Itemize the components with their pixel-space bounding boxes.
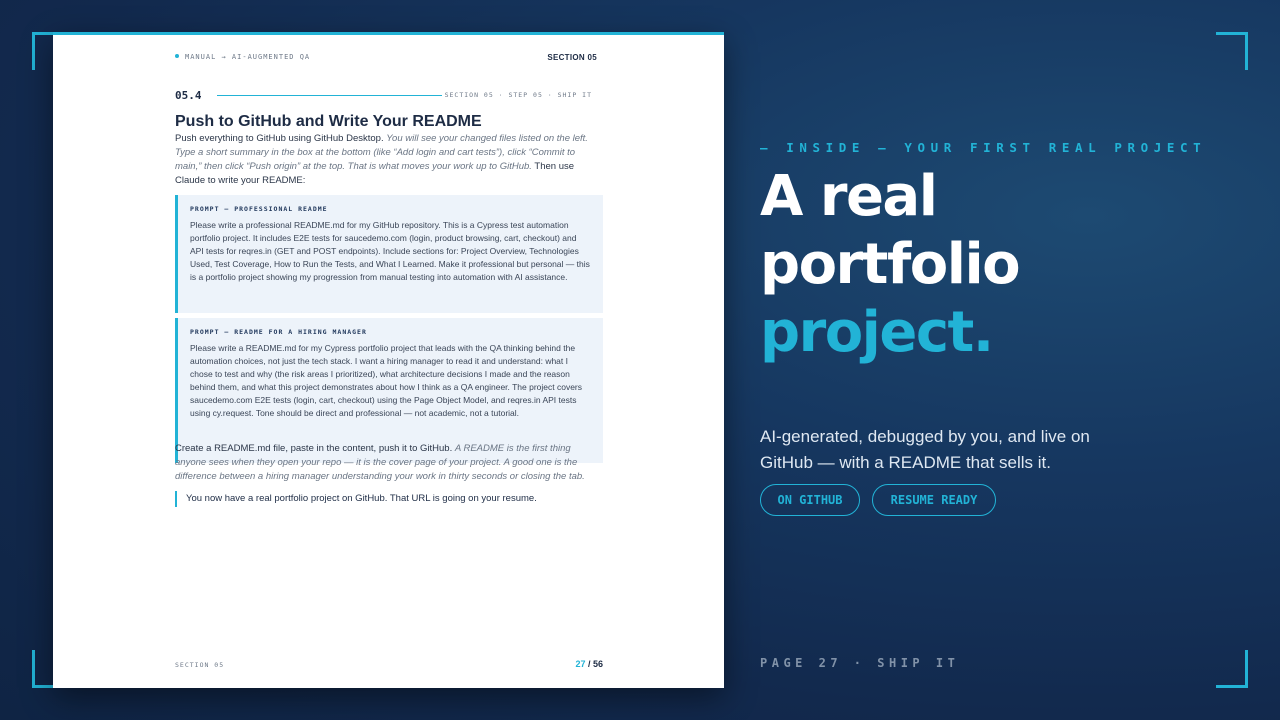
step-divider <box>217 95 442 96</box>
pill-on-github: ON GITHUB <box>760 484 860 516</box>
callout-text[interactable]: Please write a professional README.md for my GitHub repository. This is a Cypress test automation portfolio project. It includes E2E tests for saucedemo.com (login, product browsing, cart, checkout) and API tests for reqres.in (GET and POST endpoints). Include sections for: Project Overview, Technologies Used, Test Coverage, How to Run the Tests, and What I Learned. Make it professional but personal — this is a portfolio project showing my progression from manual testing into automation with AI assistance. <box>190 220 590 282</box>
total-pages: 56 <box>592 659 603 669</box>
running-header-right: SECTION 05 <box>547 53 597 62</box>
promo-kicker: — INSIDE — YOUR FIRST REAL PROJECT <box>760 140 1207 155</box>
running-header-left: MANUAL → AI-AUGMENTED QA <box>175 53 310 61</box>
running-header <box>175 53 597 65</box>
callout-text[interactable]: Please write a README.md for my Cypress portfolio project that leads with the QA thinking behind the automation choices, not just the tech stack. I want a hiring manager to read it and understand: what I chose to test and why (the risk areas I prioritized), what architecture decisions I made and the reason behind them, and what this project demonstrates about how I think as a QA engineer. The project covers saucedemo.com E2E tests (login, cart, checkout) using the Page Object Model, and reqres.in API tests using cy.request. Tone should be direct and professional — not academic, not a tutorial. <box>190 343 583 418</box>
promo-headline: A real portfolio project. <box>760 164 1020 365</box>
current-page: 27 <box>575 659 586 669</box>
frame-corner-bottom-right <box>1216 650 1248 688</box>
footer-section: SECTION 05 <box>175 661 225 669</box>
step-number: 05.4 <box>175 89 202 102</box>
step-tag: SECTION 05 · STEP 05 · SHIP IT <box>444 91 592 99</box>
page-reference: PAGE 27 · SHIP IT <box>760 656 960 670</box>
page-title: Push to GitHub and Write Your README <box>175 113 482 130</box>
document-page <box>53 32 724 688</box>
pill-resume-ready: RESUME READY <box>872 484 996 516</box>
callout-label: PROMPT — PROFESSIONAL README <box>190 205 328 213</box>
intro-paragraph: Push everything to GitHub using GitHub Desktop. You will see your changed files listed on the left. Type a short summary in the box at the bottom (like “Add login and cart tests”), click “Commit to main,” then click “Push origin” at the top. That is what moves your work up to GitHub. Then use Claude to write your README: <box>175 133 588 186</box>
frame-corner-top-right <box>1216 32 1248 70</box>
callout-label: PROMPT — README FOR A HIRING MANAGER <box>190 328 367 336</box>
bullet-dot-icon <box>175 54 179 58</box>
prompt-callout-professional-readme <box>175 195 603 313</box>
outro-paragraph: Create a README.md file, paste in the content, push it to GitHub. A README is the first thing anyone sees when they open your repo — it is the cover page of your project. A good one is the difference between a hiring manager understanding your work in thirty seconds or closing the tab. <box>175 443 585 482</box>
takeaway-note: You now have a real portfolio project on GitHub. That URL is going on your resume. <box>175 491 603 507</box>
page-counter: 27 / 56 <box>575 659 603 669</box>
promo-headline-accent: project. <box>760 300 993 365</box>
promo-description: AI-generated, debugged by you, and live on GitHub — with a README that sells it. <box>760 427 1090 472</box>
step-header <box>175 89 597 103</box>
